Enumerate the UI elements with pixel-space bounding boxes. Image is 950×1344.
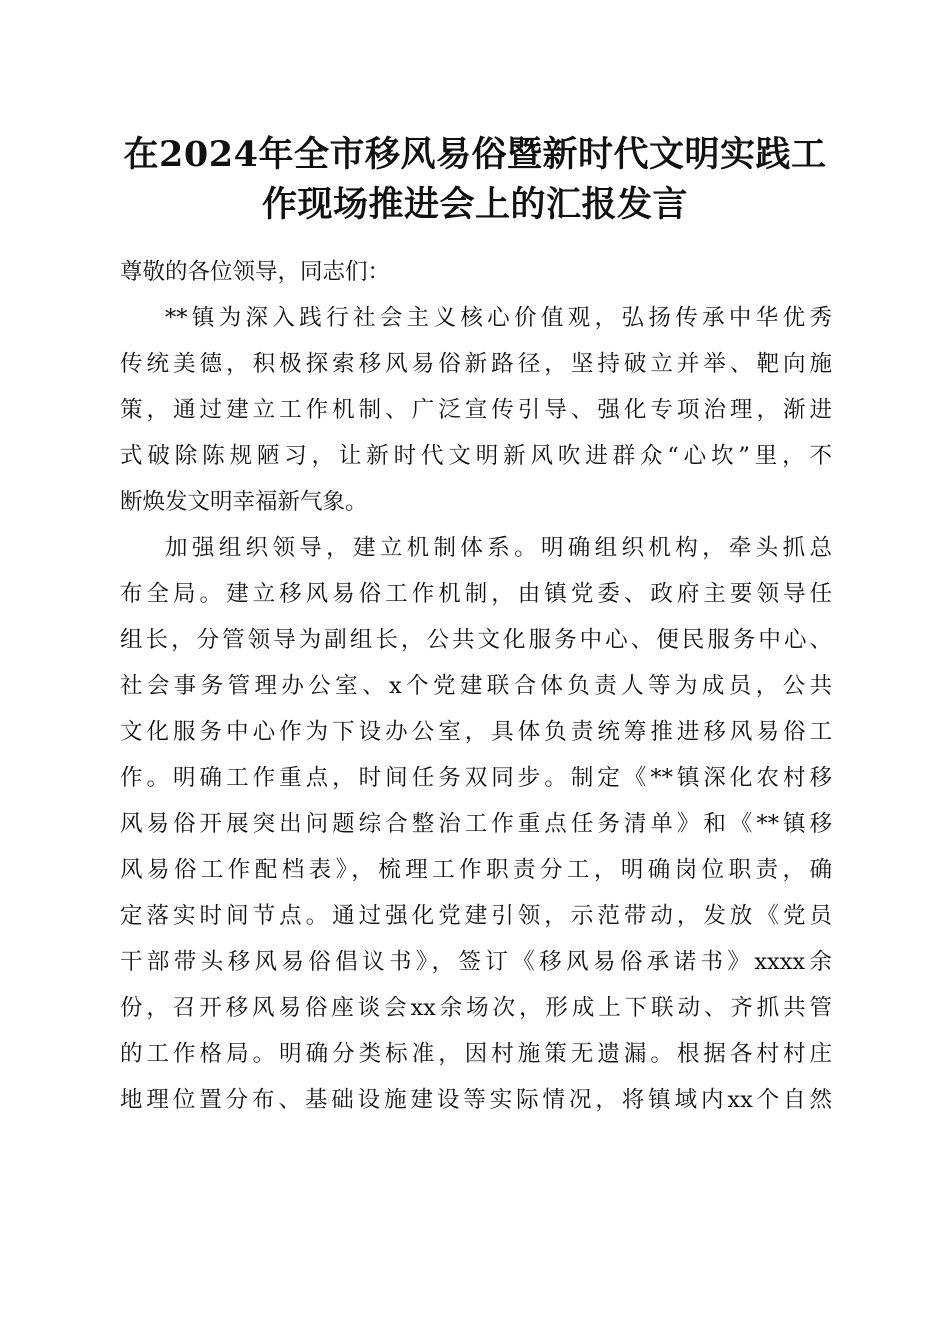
- paragraph-line: 断焕发文明幸福新气象。: [120, 489, 368, 515]
- salutation: 尊敬的各位领导，同志们：: [120, 259, 391, 285]
- paragraph-line: 组长，分管领导为副组长，公共文化服务中心、便民服务中心、: [120, 627, 832, 653]
- paragraph-line: 传统美德，积极探索移风易俗新路径，坚持破立并举、靶向施: [120, 351, 832, 377]
- paragraph-line: 加强组织领导，建立机制体系。明确组织机构，牵头抓总: [165, 535, 832, 561]
- paragraph-line: 份，召开移风易俗座谈会xx余场次，形成上下联动、齐抓共管: [120, 995, 832, 1021]
- document-title: [110, 130, 840, 230]
- title-line: 在2024年全市移风易俗暨新时代文明实践工: [123, 134, 827, 175]
- paragraph-line: 定落实时间节点。通过强化党建引领，示范带动，发放《党员: [120, 903, 832, 929]
- paragraph-line: 地理位置分布、基础设施建设等实际情况，将镇域内xx个自然: [120, 1087, 832, 1113]
- title-line: 作现场推进会上的汇报发言: [261, 184, 688, 225]
- paragraph-line: 社会事务管理办公室、x个党建联合体负责人等为成员，公共: [120, 673, 832, 699]
- paragraph-line: 式破除陈规陋习，让新时代文明新风吹进群众“心坎”里，不: [120, 443, 832, 469]
- paragraph-line: 风易俗工作配档表》，梳理工作职责分工，明确岗位职责，确: [120, 857, 832, 883]
- paragraph-line: 的工作格局。明确分类标准，因村施策无遗漏。根据各村村庄: [120, 1041, 832, 1067]
- paragraph-line: 文化服务中心作为下设办公室，具体负责统筹推进移风易俗工: [120, 719, 832, 745]
- paragraph-line: 布全局。建立移风易俗工作机制，由镇党委、政府主要领导任: [120, 581, 832, 607]
- paragraph-line: **镇为深入践行社会主义核心价值观，弘扬传承中华优秀: [165, 305, 832, 331]
- paragraph: [120, 295, 832, 525]
- paragraph-line: 作。明确工作重点，时间任务双同步。制定《**镇深化农村移: [120, 765, 832, 791]
- paragraph-line: 干部带头移风易俗倡议书》，签订《移风易俗承诺书》xxxx余: [120, 949, 832, 975]
- paragraph-line: 风易俗开展突出问题综合整治工作重点任务清单》和《**镇移: [120, 811, 832, 837]
- document-body: [120, 249, 832, 1123]
- paragraph: [120, 525, 832, 1123]
- paragraph-line: 策，通过建立工作机制、广泛宣传引导、强化专项治理，渐进: [120, 397, 832, 423]
